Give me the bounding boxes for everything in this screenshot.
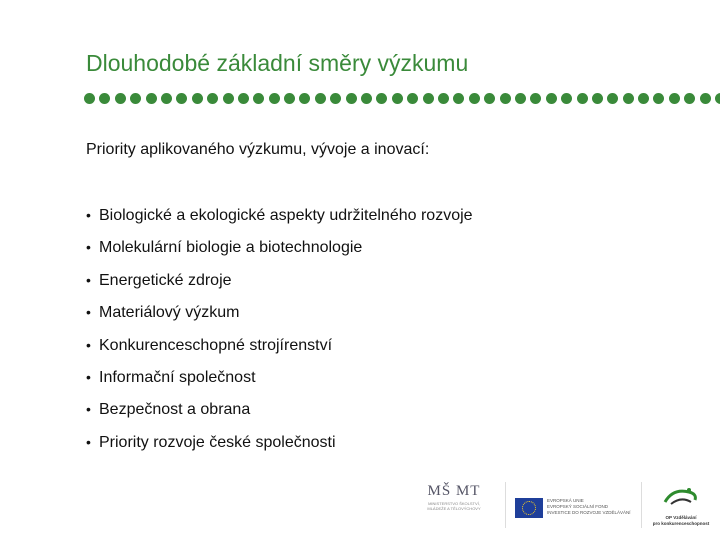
- intro-text: Priority aplikovaného výzkumu, vývoje a inovací:: [86, 141, 430, 158]
- list-item: [86, 205, 473, 237]
- divider-dot: [238, 93, 249, 104]
- divider-dot: [561, 93, 572, 104]
- list-item-text: Materiálový výzkum: [99, 304, 240, 322]
- divider-dot: [453, 93, 464, 104]
- divider-dot: [423, 93, 434, 104]
- op-vk-logo: [651, 484, 711, 530]
- bullet-icon: •: [86, 239, 91, 256]
- eu-flag-icon: [515, 498, 543, 518]
- bullet-icon: •: [86, 304, 91, 321]
- divider-dot: [161, 93, 172, 104]
- op-vk-line: pro konkurenceschopnost: [652, 520, 710, 526]
- divider-dot: [653, 93, 664, 104]
- msmt-logo: [419, 484, 489, 528]
- divider-dot: [592, 93, 603, 104]
- divider-dot: [638, 93, 649, 104]
- list-item: [86, 367, 473, 399]
- divider-dot: [130, 93, 141, 104]
- divider-dot: [484, 93, 495, 104]
- list-item: [86, 302, 473, 334]
- bullet-icon: •: [86, 401, 91, 418]
- list-item-text: Informační společnost: [99, 368, 256, 386]
- logo-divider: [505, 482, 506, 528]
- divider-dot: [269, 93, 280, 104]
- list-item-text: Biologické a ekologické aspekty udržitelného rozvoje: [99, 207, 473, 224]
- msmt-logo-text: MINISTERSTVO ŠKOLSTVÍ, MLÁDEŽE A TĚLOVÝCHOVY: [427, 501, 481, 511]
- divider-dot: [500, 93, 511, 104]
- bullet-icon: •: [86, 336, 91, 353]
- divider-dot: [84, 93, 95, 104]
- eu-line: EVROPSKÁ UNIE: [547, 498, 584, 503]
- list-item-text: Konkurenceschopné strojírenství: [99, 336, 333, 354]
- list-item: [86, 432, 473, 464]
- divider-dot: [700, 93, 711, 104]
- list-item: [86, 335, 473, 367]
- divider-dot: [315, 93, 326, 104]
- divider-dot: [469, 93, 480, 104]
- divider-dot: [623, 93, 634, 104]
- divider-dot: [284, 93, 295, 104]
- divider-dot: [346, 93, 357, 104]
- divider-dot: [99, 93, 110, 104]
- logo-divider: [641, 482, 642, 528]
- divider-dot: [669, 93, 680, 104]
- bullet-icon: •: [86, 271, 91, 288]
- op-vk-line: OP Vzdělávání: [665, 515, 697, 520]
- bullet-icon: •: [86, 368, 91, 385]
- list-item: [86, 270, 473, 302]
- eu-line: INVESTICE DO ROZVOJE VZDĚLÁVÁNÍ: [547, 510, 631, 515]
- divider-dot: [299, 93, 310, 104]
- divider-dot: [684, 93, 695, 104]
- footer-logos: [415, 478, 720, 533]
- list-item-text: Molekulární biologie a biotechnologie: [99, 239, 363, 257]
- divider-dot: [577, 93, 588, 104]
- list-item: [86, 237, 473, 269]
- divider-dot: [546, 93, 557, 104]
- divider-dot: [407, 93, 418, 104]
- divider-dot: [376, 93, 387, 104]
- divider-dot: [438, 93, 449, 104]
- divider-dot: [530, 93, 541, 104]
- bullet-icon: •: [86, 207, 91, 223]
- title-dot-divider: [84, 93, 720, 109]
- list-item-text: Bezpečnost a obrana: [99, 401, 251, 419]
- divider-dot: [192, 93, 203, 104]
- slide-title: Dlouhodobé základní směry výzkumu: [86, 50, 469, 76]
- list-item-text: Priority rozvoje české společnosti: [99, 433, 336, 451]
- divider-dot: [115, 93, 126, 104]
- op-vk-swirl-icon: [661, 484, 701, 510]
- divider-dot: [392, 93, 403, 104]
- eu-logo: [515, 498, 640, 524]
- priority-list: [86, 205, 473, 464]
- divider-dot: [146, 93, 157, 104]
- divider-dot: [330, 93, 341, 104]
- list-item: [86, 399, 473, 431]
- divider-dot: [207, 93, 218, 104]
- divider-dot: [176, 93, 187, 104]
- divider-dot: [223, 93, 234, 104]
- bullet-icon: •: [86, 433, 91, 450]
- divider-dot: [715, 93, 720, 104]
- msmt-logo-mark: MŠ MT: [427, 483, 481, 499]
- list-item-text: Energetické zdroje: [99, 271, 232, 289]
- eu-logo-text: [547, 498, 631, 516]
- eu-line: EVROPSKÝ SOCIÁLNÍ FOND: [547, 504, 609, 509]
- divider-dot: [361, 93, 372, 104]
- divider-dot: [515, 93, 526, 104]
- divider-dot: [607, 93, 618, 104]
- divider-dot: [253, 93, 264, 104]
